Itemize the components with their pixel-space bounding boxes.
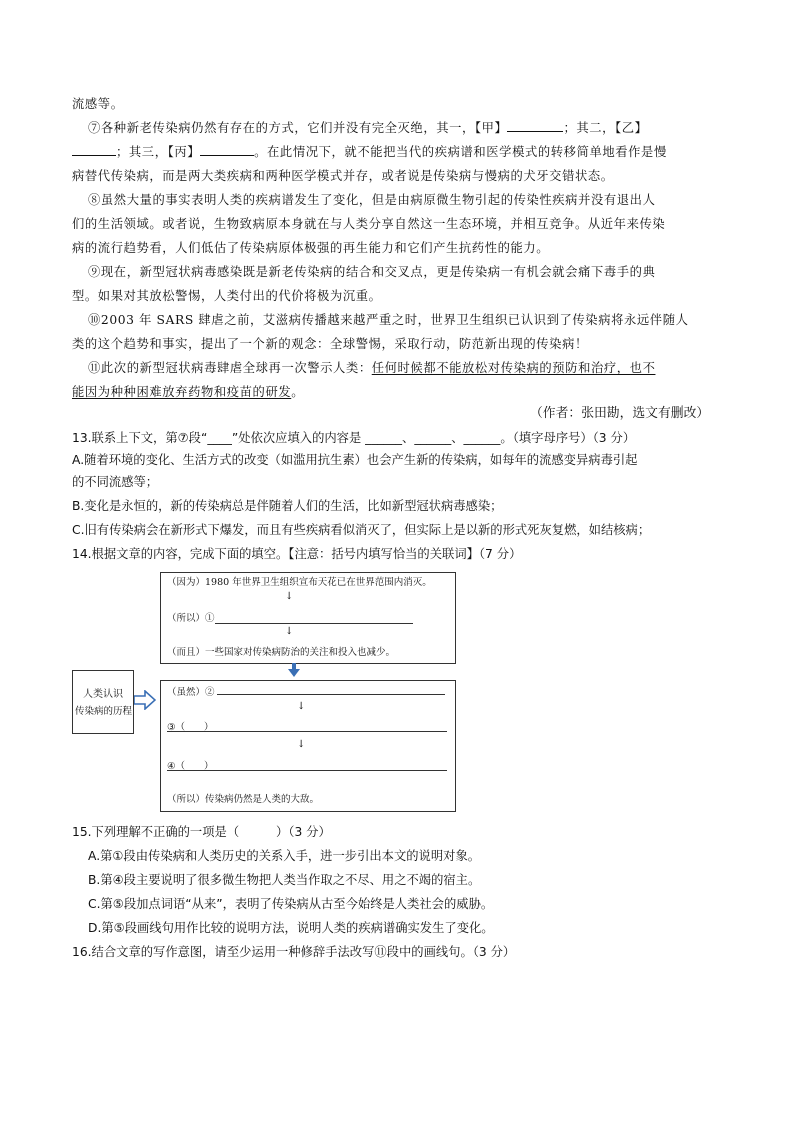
blank-yi[interactable] <box>72 143 116 156</box>
diagram-bottom-box <box>160 680 456 812</box>
top-box-line-2: （所以）① <box>167 613 215 624</box>
left-box-label: 人类认识 <box>83 689 123 700</box>
question-13-option-b: B.变化是永恒的，新的传染病总是伴随着人们的生活，比如新型冠状病毒感染； <box>72 499 503 513</box>
down-arrow-icon: ↓ <box>297 739 306 750</box>
question-15-option-d: D.第⑤段画线句用作比较的说明方法，说明人类的疾病谱确实发生了变化。 <box>88 921 494 935</box>
top-box-line-3: （而且）一些国家对传染病防治的关注和投入也减少。 <box>167 647 396 658</box>
paragraph-10-line-1: ⑩2003 年 SARS 肆虐之前，艾滋病传播越来越严重之时，世界卫生组织已认识到了传染病将永远伴随人 <box>88 313 689 327</box>
answer-line-2[interactable] <box>217 694 445 695</box>
top-box-line-1: （因为）1980 年世界卫生组织宣布天花已在世界范围内消灭。 <box>167 577 432 588</box>
down-arrow-icon: ↓ <box>285 591 294 602</box>
paragraph-11-line-2 <box>72 382 304 402</box>
question-14-stem: 14.根据文章的内容，完成下面的填空。【注意：括号内填写恰当的关联词】（7 分） <box>72 547 522 561</box>
question-15-stem: 15.下列理解不正确的一项是（ ）（3 分） <box>72 825 331 839</box>
passage-text: ；其三，【丙】 <box>116 145 201 159</box>
passage-text: ⑪此次的新型冠状病毒肆虐全球再一次警示人类： <box>88 361 372 375</box>
bottom-box-line-3: ④（ ） <box>167 761 214 772</box>
passage-line: 病替代传染病，而是两大类疾病和两种医学模式并存，或者说是传染病与慢病的犬牙交错状态。 <box>72 169 614 183</box>
passage-text: 。 <box>291 385 305 399</box>
question-15-option-c: C.第⑤段加点词语“从来”，表明了传染病从古至今始终是人类社会的威胁。 <box>88 897 494 911</box>
question-15-option-b: B.第④段主要说明了很多微生物把人类当作取之不尽、用之不竭的宿主。 <box>88 873 481 887</box>
paragraph-7-line-1 <box>88 118 648 138</box>
passage-line: 病的流行趋势看，人们低估了传染病原体极强的再生能力和它们产生抗药性的能力。 <box>72 241 550 255</box>
left-box-label: 传染病的历程 <box>75 706 133 717</box>
author-note: （作者：张田勘，选文有删改） <box>530 406 710 421</box>
question-13-option-a-cont: 的不同流感等； <box>72 475 159 489</box>
paragraph-7-line-2 <box>72 142 667 162</box>
blank-bing[interactable] <box>200 143 254 156</box>
down-arrow-icon: ↓ <box>285 626 294 637</box>
passage-text: ⑦各种新老传染病仍然有存在的方式，它们并没有完全灭绝，其一，【甲】 <box>88 121 508 135</box>
passage-line: 型。如果对其放松警惕，人类付出的代价将极为沉重。 <box>72 289 382 303</box>
question-16-stem: 16.结合文章的写作意图，请至少运用一种修辞手法改写⑪段中的画线句。（3 分） <box>72 945 516 959</box>
bottom-box-line-4: （所以）传染病仍然是人类的大敌。 <box>167 794 320 805</box>
passage-line: 类的这个趋势和事实，提出了一个新的观念：全球警惕，采取行动，防范新出现的传染病！ <box>72 337 588 351</box>
answer-line-3[interactable] <box>167 731 447 732</box>
passage-line: 们的生活领域。或者说，生物致病原本身就在与人类分享自然这一生态环境，并相互竞争。从近年来传染 <box>72 217 666 231</box>
passage-text: ；其二，【乙】 <box>563 121 648 135</box>
passage-text: 。在此情况下，就不能把当代的疾病谱和医学模式的转移简单地看作是慢 <box>254 145 667 159</box>
answer-line-4[interactable] <box>167 770 447 771</box>
question-13-stem: 13.联系上下文，第⑦段“____”处依次应填入的内容是 ______、______、______。（填字母序号）（3 分） <box>72 431 636 445</box>
answer-line-1[interactable] <box>215 623 413 624</box>
diagram-top-box <box>160 572 456 664</box>
down-arrow-icon <box>288 663 300 678</box>
question-15-option-a: A.第①段由传染病和人类历史的关系入手，进一步引出本文的说明对象。 <box>88 849 481 863</box>
paragraph-11-line-1 <box>88 358 655 378</box>
paragraph-8-line-1: ⑧虽然大量的事实表明人类的疾病谱发生了变化，但是由病原微生物引起的传染性疾病并没有退出人 <box>88 193 656 207</box>
passage-line: 流感等。 <box>72 97 124 111</box>
underlined-sentence: 任何时候都不能放松对传染病的预防和治疗，也不 <box>371 361 656 375</box>
right-arrow-icon <box>134 690 156 710</box>
question-13-option-c: C.旧有传染病会在新形式下爆发，而且有些疾病看似消灭了，但实际上是以新的形式死灰复燃，如结核病； <box>72 523 651 537</box>
question-13-option-a: A.随着环境的变化、生活方式的改变（如滥用抗生素）也会产生新的传染病，如每年的流感变异病毒引起 <box>72 453 638 467</box>
diagram-left-box <box>72 670 134 734</box>
underlined-sentence: 能因为种种困难放弃药物和疫苗的研发 <box>72 385 292 399</box>
down-arrow-icon: ↓ <box>297 701 306 712</box>
bottom-box-line-1: （虽然）② <box>167 687 215 698</box>
paragraph-9-line-1: ⑨现在，新型冠状病毒感染既是新老传染病的结合和交叉点，更是传染病一有机会就会痛下毒手的典 <box>88 265 656 279</box>
blank-jia[interactable] <box>507 119 563 132</box>
bottom-box-line-2: ③（ ） <box>167 722 214 733</box>
